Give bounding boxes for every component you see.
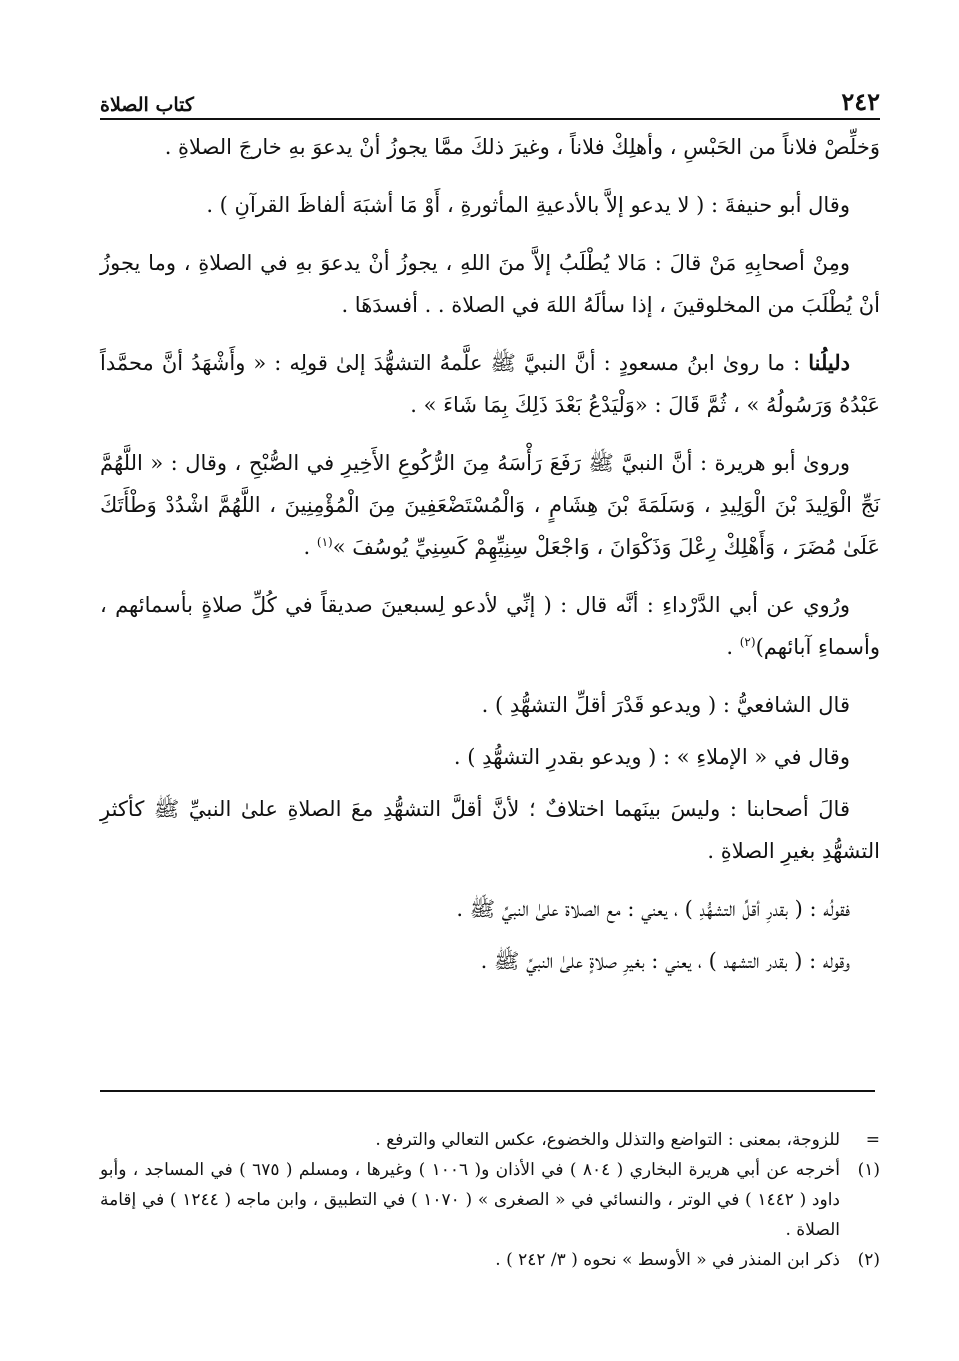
page-header xyxy=(100,80,880,116)
footnote-ref-1[interactable]: (١) xyxy=(316,535,333,549)
footnotes xyxy=(100,1125,880,1275)
footnote-text: ذكر ابن المنذر في « الأوسط » نحوه ( ٣/ ٢٤٢ ) . xyxy=(495,1250,840,1270)
footnote-2 xyxy=(100,1245,880,1275)
footnote-ref-2[interactable]: (٢) xyxy=(739,635,756,649)
paragraph-3: ومِنْ أصحابِهِ مَنْ قالَ : مَالا يُطْلَبُ إلاَّ منَ اللهِ ، يجوزُ أنْ يدعوَ بهِ في الصلاةِ ، وما يجوزُ أنْ يُطْلَبَ من المخلوقينَ ، إذا سألَهُ اللهَ في الصلاة . . أفسدَهَا . xyxy=(100,251,880,317)
paragraph-5-tail: . xyxy=(303,535,317,559)
footnote-text: للزوجة، بمعنى : التواضع والتذلل والخضوع، عكس التعالي والترفع . xyxy=(375,1130,840,1150)
paragraph-11: وقوله : ( بقدر التشهد ) ، يعني : بغيرِ صلاةٍ علىٰ النبيِّ ﷺ . xyxy=(480,949,850,973)
page-number: ٢٤٢ xyxy=(841,87,880,116)
paragraph-1: وَخلِّصْ فلاناً من الحَبْسِ ، وأهلِكْ فلاناً ، وغيرَ ذلكَ ممَّا يجوزُ أنْ يدعوَ بهِ خارجَ الصلاةِ . xyxy=(164,135,880,159)
paragraph-4 xyxy=(100,342,880,426)
footnote-continued xyxy=(100,1125,880,1155)
footnote-mark: = xyxy=(865,1130,880,1150)
paragraph-10: فقولُه : ( بقدرِ أقلِّ التشهُّدِ ) ، يعني : مع الصلاة علىٰ النبيِّ ﷺ . xyxy=(456,897,850,921)
paragraph-8: وقال في « الإملاءِ » : ( ويدعو بقدرِ التشهُّدِ ) . xyxy=(453,745,850,769)
footnote-1 xyxy=(100,1155,880,1245)
book-title: كتاب الصلاة xyxy=(100,94,194,116)
paragraph-6-tail: . xyxy=(726,635,740,659)
footnote-divider xyxy=(100,1090,875,1092)
argument-lead: دليلُنا xyxy=(808,350,850,375)
footnote-mark: (١) xyxy=(857,1160,880,1180)
footnote-text: أخرجه عن أبي هريرة البخاري ( ٨٠٤ ) في الأذان و( ١٠٠٦ ) وغيرها ، ومسلم ( ٦٧٥ ) في المساجد ، وأبو داود ( ١٤٤٢ ) في الوتر ، والنسائي في « الصغرى » ( ١٠٧٠ ) في التطبيق ، وابن ماجه ( ١٢٤٤ ) في إقامة الصلاة . xyxy=(100,1160,840,1240)
main-text xyxy=(100,126,880,992)
paragraph-5-text: وروىٰ أبو هريرة : أنَّ النبيَّ ﷺ رَفَعَ رَأْسَهُ مِنَ الرُّكُوعِ الأَخِيرِ في الصُّبْحِ ، وقال : « اللَّهُمَّ نَجِّ الْوَلِيدَ بْنَ الْوَلِيدِ ، وَسَلَمَةَ بْنَ هِشَامٍ ، وَالْمُسْتَضْعَفِينَ مِنَ الْمُؤْمِنِينَ ، اللَّهُمَّ اشْدُدْ وَطْأَتَكَ عَلَىٰ مُضَرَ ، وَأَهْلِكْ رِعْلَ وَذَكْوَانَ ، وَاجْعَلْ سِنِيِّهِمْ كَسِنِيِّ يُوسُفَ » xyxy=(100,451,880,559)
paragraph-6 xyxy=(100,584,880,668)
paragraph-4-text: : ما روىٰ ابنُ مسعودٍ : أنَّ النبيَّ ﷺ علَّمهُ التشهُّدَ إلىٰ قولِه : « وأَشْهَدُ أنَّ محمَّداً عَبْدُهُ وَرَسُولُهُ » ، ثُمَّ قَالَ : «وَلْيَدْعُ بَعْدَ ذَلِكَ بِمَا شَاءَ » . xyxy=(100,351,880,417)
paragraph-5 xyxy=(100,442,880,568)
header-divider xyxy=(100,118,880,120)
paragraph-7: قال الشافعيُّ : ( ويدعو قَدْرَ أقلِّ التشهُّدِ ) . xyxy=(481,693,850,717)
paragraph-9: قالَ أصحابنا : وليسَ بينَهما اختلافٌ ؛ لأنَّ أقلَّ التشهُّدِ معَ الصلاةِ علىٰ النبيِّ ﷺ كأكثرِ التشهُّدِ بغيرِ الصلاةِ . xyxy=(100,797,880,863)
paragraph-2: وقال أبو حنيفةَ : ( لا يدعو إلاَّ بالأدعيةِ المأثورةِ ، أَوْ مَا أشبَهَ ألفاظَ القرآنِ ) . xyxy=(206,193,850,217)
paragraph-6-text: ورُوي عن أبي الدَّرْداءِ : أنَّه قال : ( إنِّي لأدعو لِسبعينَ صديقاً في كُلِّ صلاةٍ بأسمائهم ، وأسماءِ آبائهم) xyxy=(100,593,880,659)
footnote-mark: (٢) xyxy=(857,1250,880,1270)
